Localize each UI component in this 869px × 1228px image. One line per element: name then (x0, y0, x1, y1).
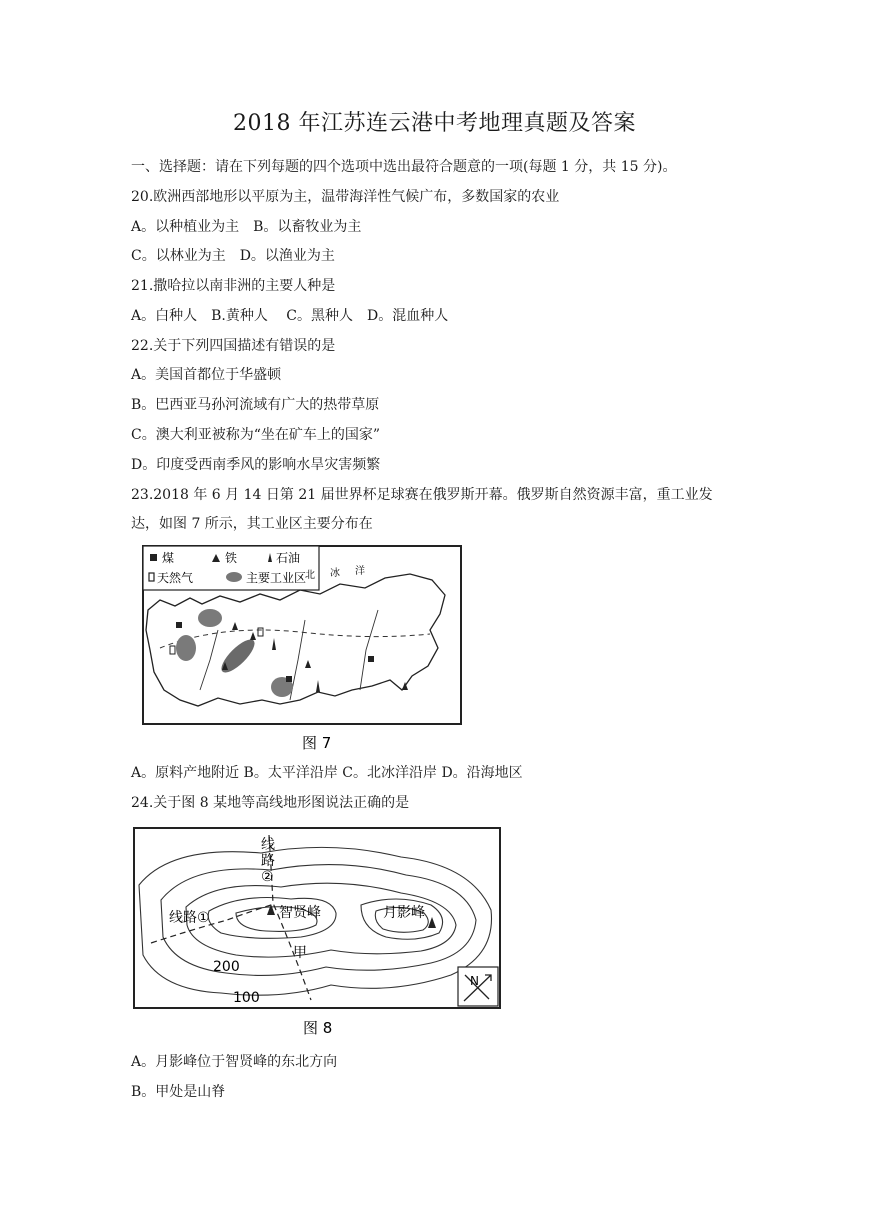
question-24-option-a: A。月影峰位于智贤峰的东北方向 (131, 1054, 338, 1070)
question-23-stem-line1: 23.2018 年 6 月 14 日第 21 届世界杯足球赛在俄罗斯开幕。俄罗斯自然资源丰富，重工业发 (131, 487, 713, 503)
legend-industrial: 主要工业区 (246, 571, 307, 585)
coal-icon (368, 656, 374, 662)
route-1-label: 线路① (169, 910, 210, 926)
question-20-options-ab: A。以种植业为主 B。以畜牧业为主 (131, 219, 362, 235)
legend-coal: 煤 (162, 551, 175, 565)
point-jia-label: 甲 (293, 945, 307, 961)
section-heading: 一、选择题：请在下列每题的四个选项中选出最符合题意的一项(每题 1 分，共 15 分)。 (131, 159, 677, 175)
coal-icon (150, 554, 157, 561)
north-label: N (470, 974, 479, 988)
contour-label-200: 200 (213, 959, 240, 975)
question-23-options: A。原料产地附近 B。太平洋沿岸 C。北冰洋沿岸 D。沿海地区 (131, 765, 523, 781)
industrial-zone-moscow (176, 635, 196, 661)
question-20-options-cd: C。以林业为主 D。以渔业为主 (131, 248, 335, 264)
industrial-zone-icon (226, 572, 242, 582)
figure-8-contour-map (131, 825, 503, 1039)
question-21-options: A。白种人 B.黄种人 C。黑种人 D。混血种人 (131, 308, 449, 324)
question-21-stem: 21.撒哈拉以南非洲的主要人种是 (131, 278, 336, 294)
route-2-label-part2: 路 (261, 853, 275, 869)
legend-iron: 铁 (225, 551, 238, 565)
contour-label-100: 100 (233, 990, 260, 1006)
map-label-ocean: 洋 (355, 566, 365, 577)
question-22-option-c: C。澳大利亚被称为“坐在矿车上的国家” (131, 427, 381, 443)
coal-icon (176, 622, 182, 628)
question-22-option-b: B。巴西亚马孙河流域有广大的热带草原 (131, 397, 380, 413)
question-23-stem-line2: 达，如图 7 所示，其工业区主要分布在 (131, 516, 373, 532)
coal-icon (286, 676, 292, 682)
peak-yueying-label: 月影峰 (383, 905, 425, 921)
legend-gas: 天然气 (157, 571, 194, 585)
industrial-zone-st-petersburg (198, 609, 222, 627)
figure-7-caption: 图 7 (302, 734, 332, 752)
map-label-north: 北 (305, 570, 315, 581)
page-title: 2018 年江苏连云港中考地理真题及答案 (233, 111, 636, 136)
question-22-option-d: D。印度受西南季风的影响水旱灾害频繁 (131, 457, 381, 473)
map-label-ice: 冰 (330, 568, 340, 579)
route-2-label-part3: ② (261, 869, 274, 885)
question-22-stem: 22.关于下列四国描述有错误的是 (131, 338, 336, 354)
legend-oil: 石油 (276, 551, 301, 565)
question-24-stem: 24.关于图 8 某地等高线地形图说法正确的是 (131, 795, 410, 811)
peak-zhixian-label: 智贤峰 (279, 905, 321, 921)
question-24-option-b: B。甲处是山脊 (131, 1084, 226, 1100)
figure-8-caption: 图 8 (303, 1019, 333, 1037)
route-2-label-part1: 线 (261, 837, 275, 853)
figure-7-russia-map (140, 540, 465, 758)
question-20-stem: 20.欧洲西部地形以平原为主，温带海洋性气候广布，多数国家的农业 (131, 189, 560, 205)
question-22-option-a: A。美国首都位于华盛顿 (131, 367, 282, 383)
